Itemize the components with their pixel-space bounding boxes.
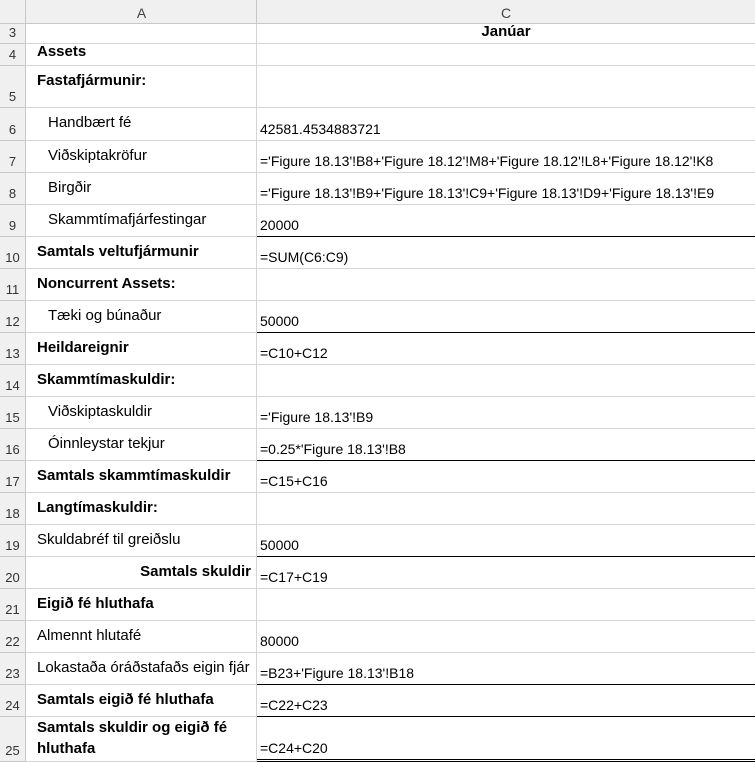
cell-a17[interactable] — [26, 461, 257, 493]
cell-a4[interactable] — [26, 44, 257, 66]
row-number[interactable]: 5 — [0, 66, 26, 108]
line-item-label: Viðskiptaskuldir — [48, 403, 152, 420]
row-number[interactable]: 15 — [0, 397, 26, 429]
line-item-label: Óinnleystar tekjur — [48, 435, 165, 452]
cell-a16[interactable] — [26, 429, 257, 461]
total-label: Samtals skuldir — [140, 563, 251, 580]
row-11 — [0, 269, 755, 301]
row-14 — [0, 365, 755, 397]
row-number[interactable]: 6 — [0, 108, 26, 141]
row-number[interactable]: 18 — [0, 493, 26, 525]
cell-a12[interactable] — [26, 301, 257, 333]
row-15 — [0, 397, 755, 429]
row-17 — [0, 461, 755, 493]
cell-formula: =SUM(C6:C9) — [260, 249, 349, 265]
line-item-label: Almennt hlutafé — [37, 627, 142, 644]
row-18 — [0, 493, 755, 525]
row-7 — [0, 141, 755, 173]
line-item-label: Lokastaða óráðstafaðs eigin fjár — [37, 659, 250, 676]
cell-value: 20000 — [260, 217, 299, 233]
cell-formula: ='Figure 18.13'!B8+'Figure 18.12'!M8+'Figure 18.12'!L8+'Figure 18.12'!K8 — [260, 153, 714, 169]
row-number[interactable]: 25 — [0, 717, 26, 762]
row-number[interactable]: 14 — [0, 365, 26, 397]
cell-c9[interactable] — [257, 205, 755, 237]
total-label: Samtals eigið fé hluthafa — [37, 691, 214, 708]
cell-c16[interactable] — [257, 429, 755, 461]
cell-value: 80000 — [260, 633, 299, 649]
row-number[interactable]: 7 — [0, 141, 26, 173]
column-header-c[interactable] — [257, 0, 755, 24]
row-22 — [0, 621, 755, 653]
cell-c15[interactable] — [257, 397, 755, 429]
cell-a9[interactable] — [26, 205, 257, 237]
month-header: Janúar — [481, 24, 531, 40]
cell-c23[interactable] — [257, 653, 755, 685]
row-number[interactable]: 21 — [0, 589, 26, 621]
cell-formula: =C22+C23 — [260, 697, 328, 713]
cell-a14[interactable] — [26, 365, 257, 397]
column-header-a[interactable] — [26, 0, 257, 24]
cell-value: 42581.4534883721 — [260, 121, 381, 137]
section-heading: Skammtímaskuldir: — [37, 371, 176, 388]
row-9 — [0, 205, 755, 237]
row-24 — [0, 685, 755, 717]
cell-c4[interactable] — [257, 44, 755, 66]
line-item-label: Birgðir — [48, 179, 92, 196]
cell-c21[interactable] — [257, 589, 755, 621]
row-8 — [0, 173, 755, 205]
cell-a22[interactable] — [26, 621, 257, 653]
column-header-c-label: C — [500, 5, 512, 21]
row-6 — [0, 108, 755, 141]
row-4 — [0, 44, 755, 66]
row-16 — [0, 429, 755, 461]
row-number[interactable]: 20 — [0, 557, 26, 589]
cell-a24[interactable] — [26, 685, 257, 717]
row-25 — [0, 717, 755, 762]
cell-value: 50000 — [260, 537, 299, 553]
cell-value: 50000 — [260, 313, 299, 329]
section-heading: Langtímaskuldir: — [37, 499, 158, 516]
cell-formula: ='Figure 18.13'!B9+'Figure 18.13'!C9+'Figure 18.13'!D9+'Figure 18.13'!E9 — [260, 185, 715, 201]
cell-a11[interactable] — [26, 269, 257, 301]
row-number[interactable]: 13 — [0, 333, 26, 365]
cell-c6[interactable] — [257, 108, 755, 141]
cell-c22[interactable] — [257, 621, 755, 653]
row-number[interactable]: 4 — [0, 44, 26, 66]
row-10 — [0, 237, 755, 269]
cell-a20[interactable] — [26, 557, 257, 589]
row-number[interactable]: 10 — [0, 237, 26, 269]
line-item-label: Handbært fé — [48, 114, 132, 131]
cell-c5[interactable] — [257, 66, 755, 108]
cell-c17[interactable] — [257, 461, 755, 493]
cell-formula: =C10+C12 — [260, 345, 328, 361]
cell-c7[interactable] — [257, 141, 755, 173]
cell-c25[interactable] — [257, 717, 755, 762]
cell-formula: =0.25*'Figure 18.13'!B8 — [260, 441, 406, 457]
cell-a8[interactable] — [26, 173, 257, 205]
row-number[interactable]: 19 — [0, 525, 26, 557]
cell-c14[interactable] — [257, 365, 755, 397]
cell-c20[interactable] — [257, 557, 755, 589]
total-label: Samtals skammtímaskuldir — [37, 467, 231, 484]
total-label: Samtals skuldir og eigið fé hluthafa — [37, 719, 228, 757]
cell-c10[interactable] — [257, 237, 755, 269]
row-3 — [0, 24, 755, 44]
cell-a5[interactable] — [26, 66, 257, 108]
row-number[interactable]: 17 — [0, 461, 26, 493]
cell-c24[interactable] — [257, 685, 755, 717]
line-item-label: Skammtímafjárfestingar — [48, 211, 207, 228]
row-number[interactable]: 24 — [0, 685, 26, 717]
section-heading: Eigið fé hluthafa — [37, 595, 154, 612]
row-number[interactable]: 9 — [0, 205, 26, 237]
row-21 — [0, 589, 755, 621]
row-13 — [0, 333, 755, 365]
cell-a23[interactable] — [26, 653, 257, 685]
cell-c19[interactable] — [257, 525, 755, 557]
cell-a15[interactable] — [26, 397, 257, 429]
line-item-label: Tæki og búnaður — [48, 307, 162, 324]
row-23 — [0, 653, 755, 685]
cell-formula: ='Figure 18.13'!B9 — [260, 409, 374, 425]
row-5 — [0, 66, 755, 108]
total-label: Samtals veltufjármunir — [37, 243, 199, 260]
row-number[interactable]: 23 — [0, 653, 26, 685]
cell-a18[interactable] — [26, 493, 257, 525]
column-header-a-label: A — [136, 5, 147, 21]
row-number[interactable]: 16 — [0, 429, 26, 461]
row-number[interactable]: 11 — [0, 269, 26, 301]
cell-a13[interactable] — [26, 333, 257, 365]
cell-a25[interactable] — [26, 717, 257, 762]
cell-c18[interactable] — [257, 493, 755, 525]
cell-c12[interactable] — [257, 301, 755, 333]
cell-formula: =B23+'Figure 18.13'!B18 — [260, 665, 415, 681]
cell-a21[interactable] — [26, 589, 257, 621]
row-number[interactable]: 8 — [0, 173, 26, 205]
section-heading: Fastafjármunir: — [37, 72, 147, 89]
cell-a7[interactable] — [26, 141, 257, 173]
cell-a10[interactable] — [26, 237, 257, 269]
row-number[interactable]: 3 — [0, 24, 26, 44]
cell-formula: =C15+C16 — [260, 473, 328, 489]
cell-formula: =C17+C19 — [260, 569, 328, 585]
row-19 — [0, 525, 755, 557]
row-12 — [0, 301, 755, 333]
line-item-label: Viðskiptakröfur — [48, 147, 147, 164]
row-number[interactable]: 22 — [0, 621, 26, 653]
row-20 — [0, 557, 755, 589]
cell-c8[interactable] — [257, 173, 755, 205]
cell-a6[interactable] — [26, 108, 257, 141]
cell-a19[interactable] — [26, 525, 257, 557]
cell-a3[interactable] — [26, 24, 257, 44]
row-number[interactable]: 12 — [0, 301, 26, 333]
line-item-label: Skuldabréf til greiðslu — [37, 531, 181, 548]
section-heading: Assets — [37, 43, 87, 60]
cell-formula: =C24+C20 — [260, 740, 328, 756]
cell-c13[interactable] — [257, 333, 755, 365]
cell-c11[interactable] — [257, 269, 755, 301]
cell-c3[interactable] — [257, 24, 755, 44]
total-label: Heildareignir — [37, 339, 129, 356]
select-all-corner[interactable] — [0, 0, 26, 24]
section-heading: Noncurrent Assets: — [37, 275, 176, 292]
